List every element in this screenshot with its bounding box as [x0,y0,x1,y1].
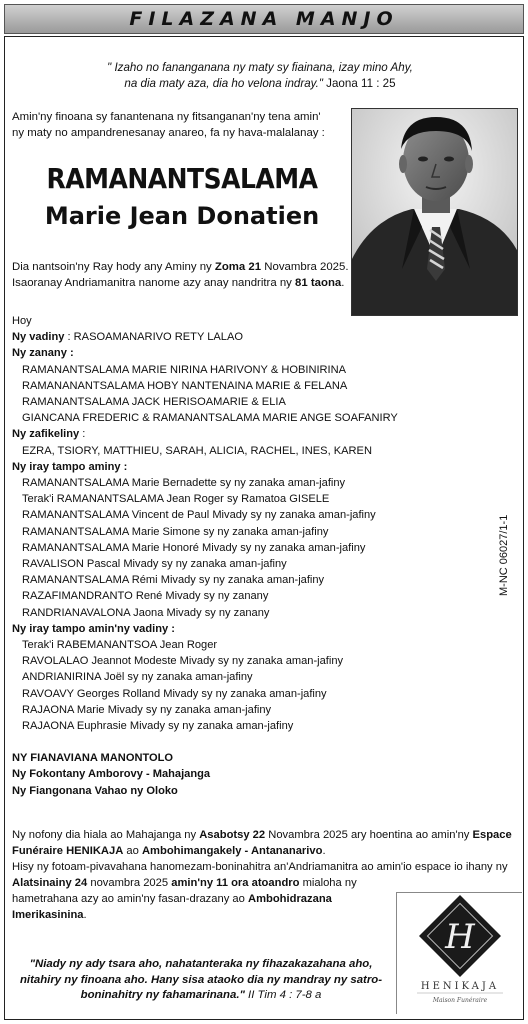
list-item: ANDRIANIRINA Joël sy ny zanaka aman-jafiny [22,671,253,684]
list-item: RAMANANTSALAMA Marie Simone sy ny zanaka aman-jafiny [22,525,329,538]
spouse-siblings-label: Ny iray tampo amin'ny vadiny : [12,622,175,635]
list-item: EZRA, TSIORY, MATTHIEU, SARAH, ALICIA, RACHEL, INES, KAREN [22,444,372,457]
list-item: Terak'i RAMANANTSALAMA Jean Roger sy Ramatoa GISELE [22,493,330,506]
age: 81 taona [295,276,342,289]
list-item: RAVOAVY Georges Rolland Mivady sy ny zanaka aman-jafiny [22,687,327,700]
list-item: RAMANANTSALAMA Marie Honoré Mivady sy ny zanaka aman-jafiny [22,541,366,554]
header-title: FILAZANA MANJO [129,7,399,30]
list-item: RAMANANTSALAMA MARIE NIRINA HARIVONY & HOBINIRINA [22,363,347,376]
organization-item: Ny Fiangonana Vahao ny Oloko [12,784,178,797]
list-item: GIANCANA FREDERIC & RAMANANTSALAMA MARIE ANGE SOAFANIRY [22,412,398,425]
list-item: RAMANANTSALAMA Marie Bernadette sy ny zanaka aman-jafiny [22,477,346,490]
organization-item: NY FIANAVIANA MANONTOLO [12,752,174,765]
list-item: RAJAONA Marie Mivady sy ny zanaka aman-jafiny [22,703,272,716]
closing-verse: "Niady ny ady tsara aho, nahatanteraka ny fihazakazahana aho, nitahiry ny finoana aho. Hany sisa ataoko dia ny mandray ny satro- boninahitry ny fahamarinana." II Tim 4 : 7-8 a [19,958,383,1001]
family-list [12,313,502,799]
list-item: RAZAFIMANDRANTO René Mivady sy ny zanany [22,590,269,603]
opening-verse-reference: Jaona 11 : 25 [322,76,396,90]
opening-verse-line: na dia maty aza, dia ho velona indray." Jaona 11 : 25 [124,76,396,90]
logo-letter: H [445,917,475,957]
list-item: RAVOLALAO Jeannot Modeste Mivady sy ny zanaka aman-jafiny [22,655,344,668]
funeral-service-time: Alatsinainy 24 novambra 2025 amin'ny 11 ora atoandro mialoha ny hametrahana azy ao amin'ny fasan-drazany ao Ambohidrazana Imerikasinina. [12,877,357,921]
list-item: RAMANANTSALAMA Rémi Mivady sy ny zanaka aman-jafiny [22,574,325,587]
siblings-label: Ny iray tampo aminy : [12,460,128,473]
deceased-portrait-photo [351,108,518,316]
death-notice: Dia nantsoin'ny Ray hody any Aminy ny Zoma 21 Novambra 2025. Isaoranay Andriamanitra nanome azy anay nandritra ny 81 taona. [12,261,349,289]
henikaja-logo [396,892,522,1014]
children-label: Ny zanany : [12,347,74,360]
funeral-service: Hisy ny fotoam-pivavahana hanomezam-boninahitra an'Andriamanitra ao amin'io espace io ihany ny [12,861,508,873]
deceased-surname: RAMANANTSALAMA [46,162,318,195]
page-header [4,4,524,34]
list-item: Terak'i RABEMANANTSOA Jean Roger [22,639,218,652]
funeral-departure: Ny nofony dia hiala ao Mahajanga ny Asabotsy 22 Novambra 2025 ary hoentina ao amin'ny Espace Funéraire HENIKAJA ao Ambohimangakely - Antananarivo. [12,829,512,857]
list-item: RAJAONA Euphrasie Mivady sy ny zanaka aman-jafiny [22,720,294,733]
death-day: Zoma 21 [214,261,262,273]
opening-verse-line: " Izaho no fananganana ny maty sy fiainana, izay mino Ahy, [107,61,413,74]
list-item: RAVALISON Pascal Mivady sy ny zanaka aman-jafiny [22,558,287,571]
notice-reference-code: M-NC 06027/1-1 [498,514,510,596]
spouse-row: Ny vadiny : RASOAMANARIVO RETY LALAO [12,331,243,344]
hoy-label: Hoy [12,315,32,327]
opening-verse [60,60,460,91]
spacer [12,734,502,750]
list-item: RAMANANTSALAMA JACK HERISOAMARIE & ELIA [22,396,286,409]
list-item: RAMANANANTSALAMA HOBY NANTENAINA MARIE & FELANA [22,379,348,392]
list-item: RAMANANTSALAMA Vincent de Paul Mivady sy ny zanaka aman-jafiny [22,509,376,522]
organization-item: Ny Fokontany Amborovy - Mahajanga [12,768,211,781]
logo-tagline: Maison Funéraire [432,997,488,1004]
intro-text: Amin'ny finoana sy fanantenana ny fitsanganan'ny tena amin' ny maty no ampandrenesanay anareo, fa ny hava-malalanay : [12,111,325,139]
logo-brand: HENIKAJA [420,981,500,992]
deceased-given-names: Marie Jean Donatien [44,202,320,230]
closing-verse-reference: II Tim 4 : 7-8 a [244,989,322,1001]
list-item: RANDRIANAVALONA Jaona Mivady sy ny zanany [22,606,270,619]
grandchildren-label: Ny zafikeliny : [12,428,86,441]
